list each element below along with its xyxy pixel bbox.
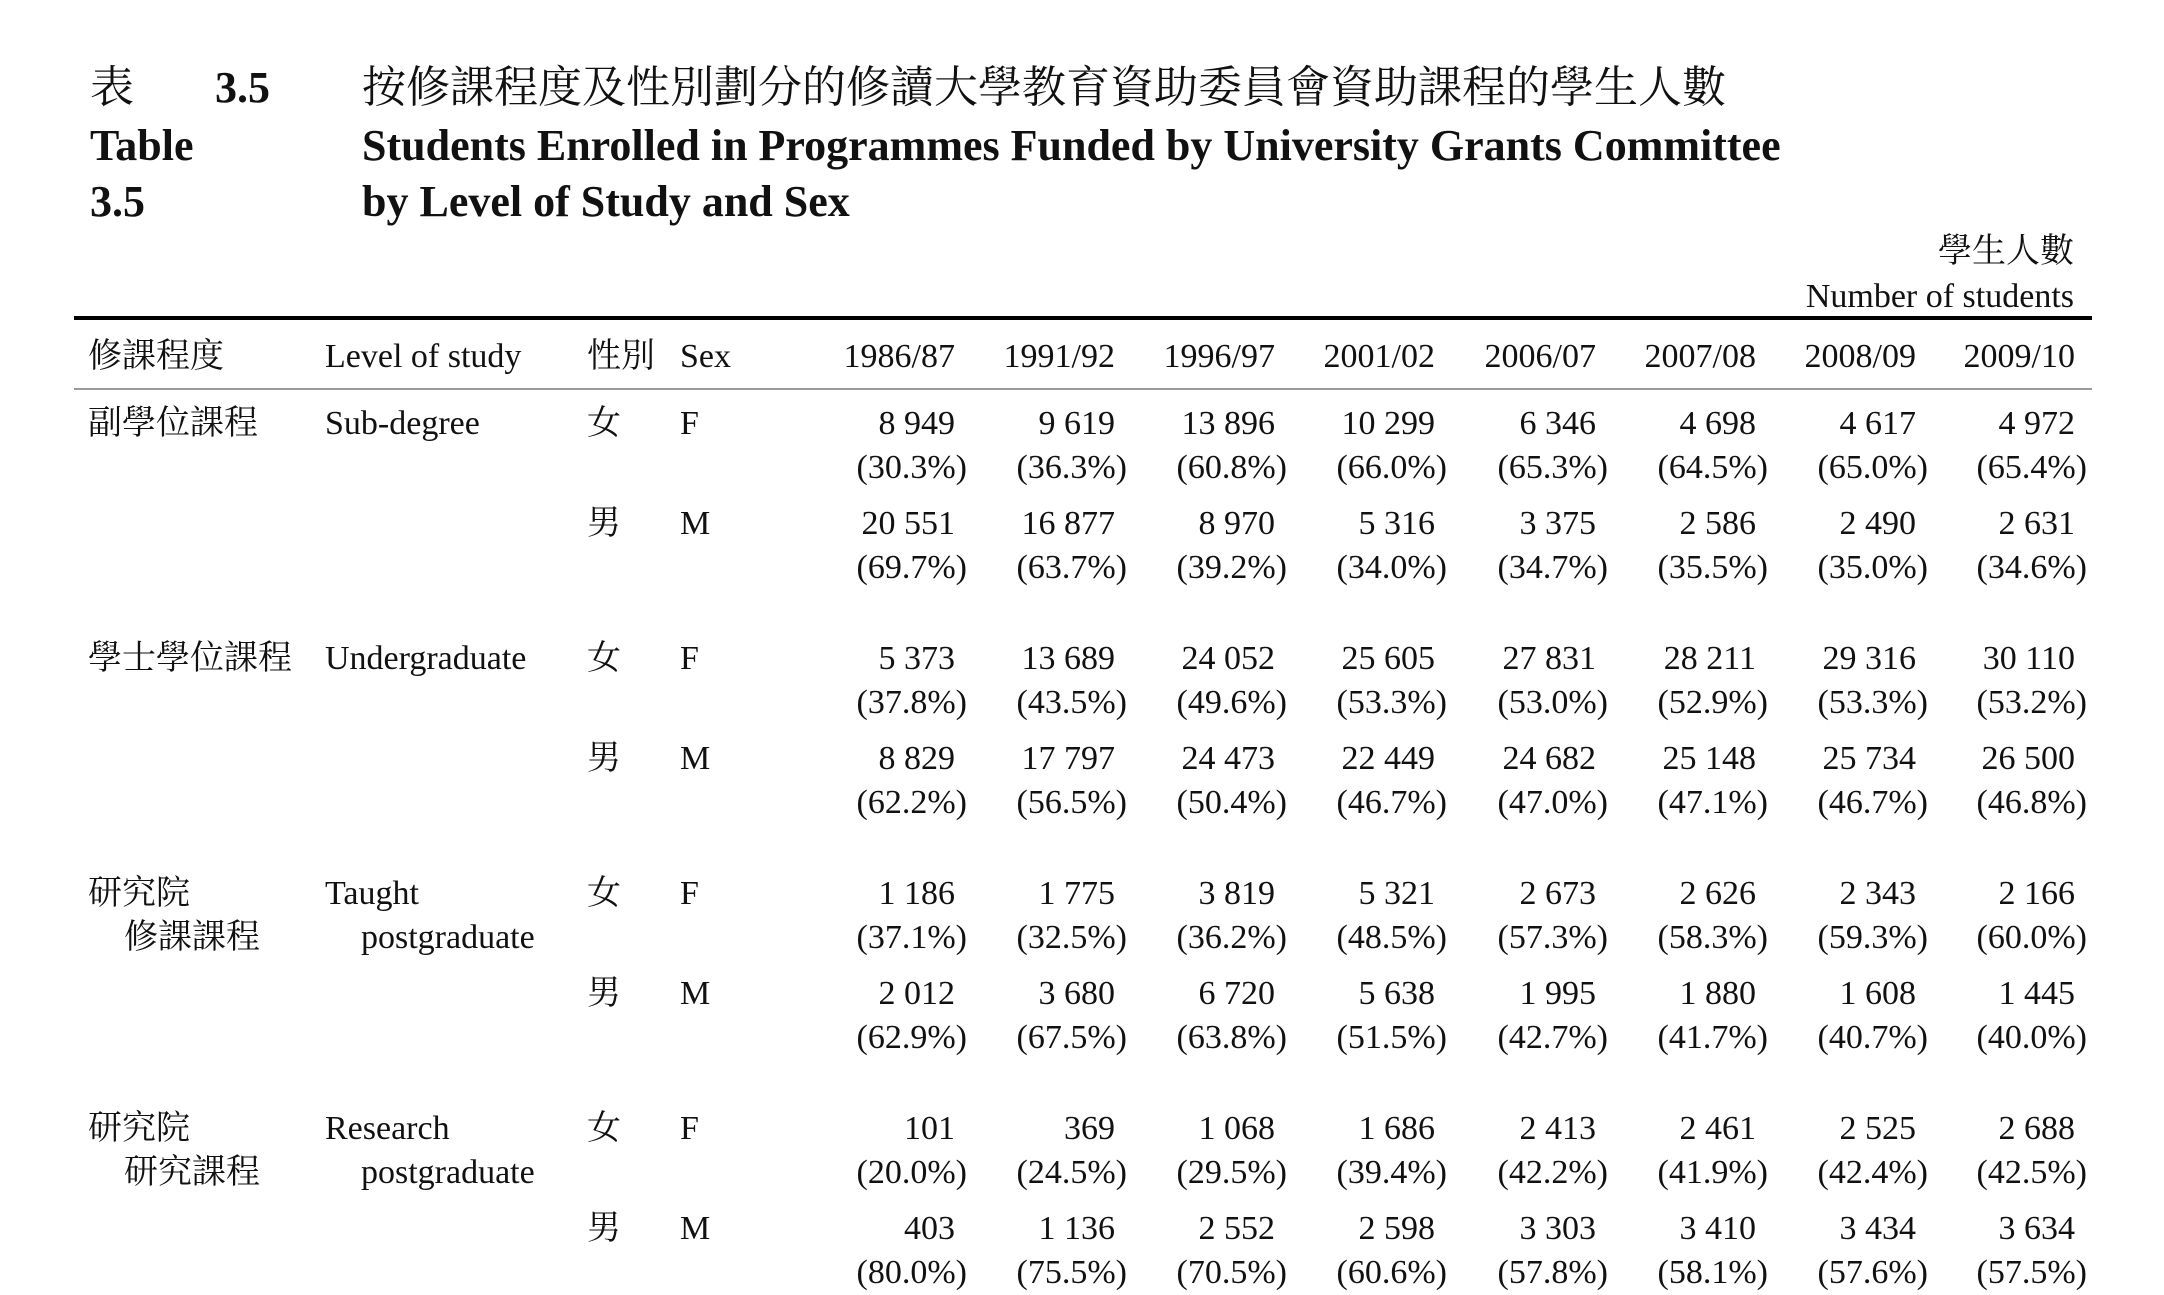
- percent-cell: (59.3%): [1817, 919, 1928, 956]
- level-label-zh: 副學位課程: [88, 405, 258, 442]
- percent-cell: (32.5%): [1016, 919, 1127, 956]
- student-count-cell: 3 375: [1519, 505, 1596, 542]
- title-text-zh: 按修課程度及性別劃分的修讀大學教育資助委員會資助課程的學生人數: [362, 63, 1726, 112]
- sex-label-en: M: [680, 740, 711, 777]
- level-label-zh: 研究院: [88, 1110, 190, 1147]
- percent-cell: (43.5%): [1016, 684, 1127, 721]
- percent-cell: (41.9%): [1657, 1154, 1768, 1191]
- student-count-cell: 4 698: [1679, 405, 1756, 442]
- student-count-cell: 13 689: [1021, 640, 1115, 677]
- percent-cell: (34.7%): [1497, 549, 1608, 586]
- table-top-rule: [74, 316, 2092, 320]
- level-label-en: postgraduate: [361, 1154, 535, 1191]
- percent-cell: (35.5%): [1657, 549, 1768, 586]
- title-text-en-line1: Students Enrolled in Programmes Funded by University Grants Committee: [362, 121, 1781, 170]
- student-count-cell: 1 608: [1839, 975, 1916, 1012]
- student-count-cell: 4 617: [1839, 405, 1916, 442]
- percent-cell: (66.0%): [1336, 449, 1447, 486]
- student-count-cell: 10 299: [1341, 405, 1435, 442]
- student-count-cell: 17 797: [1021, 740, 1115, 777]
- student-count-cell: 1 686: [1358, 1110, 1435, 1147]
- percent-cell: (42.2%): [1497, 1154, 1608, 1191]
- unit-label-zh: 學生人數: [1938, 233, 2074, 270]
- title-text-en-line2: by Level of Study and Sex: [362, 177, 850, 226]
- sex-label-zh: 男: [587, 505, 621, 542]
- level-label-zh: 研究院: [88, 875, 190, 912]
- percent-cell: (60.8%): [1176, 449, 1287, 486]
- percent-cell: (42.4%): [1817, 1154, 1928, 1191]
- student-count-cell: 3 303: [1519, 1210, 1596, 1247]
- student-count-cell: 2 012: [878, 975, 955, 1012]
- percent-cell: (24.5%): [1016, 1154, 1127, 1191]
- table-label-zh: 表: [90, 63, 134, 112]
- student-count-cell: 29 316: [1822, 640, 1916, 677]
- header-sex-zh: 性別: [587, 338, 655, 375]
- percent-cell: (37.8%): [856, 684, 967, 721]
- percent-cell: (62.9%): [856, 1019, 967, 1056]
- header-year: 2009/10: [1963, 338, 2075, 375]
- student-count-cell: 8 949: [878, 405, 955, 442]
- student-count-cell: 24 682: [1502, 740, 1596, 777]
- sex-label-en: F: [680, 875, 699, 912]
- table-label-en: Table 3.5: [90, 121, 194, 226]
- student-count-cell: 2 166: [1998, 875, 2075, 912]
- student-count-cell: 3 680: [1038, 975, 1115, 1012]
- table-number: 3.5: [215, 63, 270, 112]
- student-count-cell: 2 673: [1519, 875, 1596, 912]
- student-count-cell: 1 995: [1519, 975, 1596, 1012]
- sex-label-zh: 男: [587, 740, 621, 777]
- percent-cell: (37.1%): [856, 919, 967, 956]
- percent-cell: (57.3%): [1497, 919, 1608, 956]
- student-count-cell: 16 877: [1021, 505, 1115, 542]
- percent-cell: (34.6%): [1976, 549, 2087, 586]
- sex-label-zh: 男: [587, 975, 621, 1012]
- student-count-cell: 2 631: [1998, 505, 2075, 542]
- sex-label-en: M: [680, 975, 711, 1012]
- percent-cell: (58.3%): [1657, 919, 1768, 956]
- percent-cell: (80.0%): [856, 1254, 967, 1291]
- student-count-cell: 30 110: [1982, 640, 2075, 677]
- percent-cell: (30.3%): [856, 449, 967, 486]
- header-year: 2001/02: [1323, 338, 1435, 375]
- percent-cell: (69.7%): [856, 549, 967, 586]
- percent-cell: (40.7%): [1817, 1019, 1928, 1056]
- student-count-cell: 5 321: [1358, 875, 1435, 912]
- percent-cell: (57.5%): [1976, 1254, 2087, 1291]
- percent-cell: (53.3%): [1817, 684, 1928, 721]
- unit-label-en: Number of students: [1805, 278, 2074, 315]
- sex-label-zh: 男: [587, 1210, 621, 1247]
- student-count-cell: 101: [904, 1110, 955, 1147]
- percent-cell: (57.6%): [1817, 1254, 1928, 1291]
- sex-label-en: F: [680, 640, 699, 677]
- level-label-en: Taught: [325, 875, 419, 912]
- sex-label-zh: 女: [587, 1110, 621, 1147]
- header-sex-en: Sex: [680, 338, 731, 375]
- header-rule: [74, 388, 2092, 390]
- student-count-cell: 403: [904, 1210, 955, 1247]
- percent-cell: (42.5%): [1976, 1154, 2087, 1191]
- student-count-cell: 2 343: [1839, 875, 1916, 912]
- student-count-cell: 1 775: [1038, 875, 1115, 912]
- percent-cell: (57.8%): [1497, 1254, 1608, 1291]
- percent-cell: (64.5%): [1657, 449, 1768, 486]
- header-level-zh: 修課程度: [88, 338, 224, 375]
- percent-cell: (67.5%): [1016, 1019, 1127, 1056]
- percent-cell: (29.5%): [1176, 1154, 1287, 1191]
- sex-label-zh: 女: [587, 405, 621, 442]
- student-count-cell: 5 316: [1358, 505, 1435, 542]
- student-count-cell: 2 552: [1198, 1210, 1275, 1247]
- percent-cell: (39.4%): [1336, 1154, 1447, 1191]
- header-year: 1986/87: [843, 338, 955, 375]
- student-count-cell: 3 410: [1679, 1210, 1756, 1247]
- student-count-cell: 20 551: [861, 505, 955, 542]
- header-year: 2007/08: [1644, 338, 1756, 375]
- student-count-cell: 2 461: [1679, 1110, 1756, 1147]
- student-count-cell: 5 373: [878, 640, 955, 677]
- header-level-en: Level of study: [325, 338, 522, 375]
- student-count-cell: 24 473: [1181, 740, 1275, 777]
- percent-cell: (53.2%): [1976, 684, 2087, 721]
- student-count-cell: 26 500: [1981, 740, 2075, 777]
- student-count-cell: 25 148: [1662, 740, 1756, 777]
- student-count-cell: 2 586: [1679, 505, 1756, 542]
- header-year: 1996/97: [1163, 338, 1275, 375]
- percent-cell: (65.3%): [1497, 449, 1608, 486]
- student-count-cell: 2 490: [1839, 505, 1916, 542]
- student-count-cell: 6 720: [1198, 975, 1275, 1012]
- percent-cell: (49.6%): [1176, 684, 1287, 721]
- level-label-en: Sub-degree: [325, 405, 480, 442]
- percent-cell: (46.7%): [1336, 784, 1447, 821]
- student-count-cell: 27 831: [1502, 640, 1596, 677]
- student-count-cell: 369: [1064, 1110, 1115, 1147]
- percent-cell: (60.6%): [1336, 1254, 1447, 1291]
- percent-cell: (53.3%): [1336, 684, 1447, 721]
- percent-cell: (65.0%): [1817, 449, 1928, 486]
- percent-cell: (39.2%): [1176, 549, 1287, 586]
- student-count-cell: 8 970: [1198, 505, 1275, 542]
- student-count-cell: 2 688: [1998, 1110, 2075, 1147]
- level-label-en: Research: [325, 1110, 450, 1147]
- student-count-cell: 2 626: [1679, 875, 1756, 912]
- percent-cell: (56.5%): [1016, 784, 1127, 821]
- student-count-cell: 1 880: [1679, 975, 1756, 1012]
- percent-cell: (70.5%): [1176, 1254, 1287, 1291]
- student-count-cell: 2 525: [1839, 1110, 1916, 1147]
- student-count-cell: 1 186: [878, 875, 955, 912]
- percent-cell: (42.7%): [1497, 1019, 1608, 1056]
- student-count-cell: 8 829: [878, 740, 955, 777]
- percent-cell: (53.0%): [1497, 684, 1608, 721]
- student-count-cell: 5 638: [1358, 975, 1435, 1012]
- percent-cell: (20.0%): [856, 1154, 967, 1191]
- student-count-cell: 3 634: [1998, 1210, 2075, 1247]
- percent-cell: (50.4%): [1176, 784, 1287, 821]
- header-year: 2008/09: [1804, 338, 1916, 375]
- sex-label-en: F: [680, 405, 699, 442]
- percent-cell: (51.5%): [1336, 1019, 1447, 1056]
- student-count-cell: 3 434: [1839, 1210, 1916, 1247]
- percent-cell: (47.1%): [1657, 784, 1768, 821]
- header-year: 2006/07: [1484, 338, 1596, 375]
- percent-cell: (52.9%): [1657, 684, 1768, 721]
- student-count-cell: 24 052: [1181, 640, 1275, 677]
- percent-cell: (47.0%): [1497, 784, 1608, 821]
- student-count-cell: 1 136: [1038, 1210, 1115, 1247]
- percent-cell: (58.1%): [1657, 1254, 1768, 1291]
- level-label-zh: 修課課程: [124, 919, 260, 956]
- percent-cell: (34.0%): [1336, 549, 1447, 586]
- student-count-cell: 6 346: [1519, 405, 1596, 442]
- sex-label-zh: 女: [587, 640, 621, 677]
- student-count-cell: 2 598: [1358, 1210, 1435, 1247]
- percent-cell: (46.7%): [1817, 784, 1928, 821]
- header-year: 1991/92: [1003, 338, 1115, 375]
- percent-cell: (36.2%): [1176, 919, 1287, 956]
- percent-cell: (46.8%): [1976, 784, 2087, 821]
- percent-cell: (75.5%): [1016, 1254, 1127, 1291]
- student-count-cell: 25 734: [1822, 740, 1916, 777]
- sex-label-zh: 女: [587, 875, 621, 912]
- student-count-cell: 1 445: [1998, 975, 2075, 1012]
- percent-cell: (35.0%): [1817, 549, 1928, 586]
- percent-cell: (41.7%): [1657, 1019, 1768, 1056]
- student-count-cell: 25 605: [1341, 640, 1435, 677]
- level-label-en: postgraduate: [361, 919, 535, 956]
- sex-label-en: M: [680, 505, 711, 542]
- student-count-cell: 1 068: [1198, 1110, 1275, 1147]
- percent-cell: (63.7%): [1016, 549, 1127, 586]
- percent-cell: (63.8%): [1176, 1019, 1287, 1056]
- percent-cell: (65.4%): [1976, 449, 2087, 486]
- percent-cell: (48.5%): [1336, 919, 1447, 956]
- percent-cell: (62.2%): [856, 784, 967, 821]
- level-label-en: Undergraduate: [325, 640, 527, 677]
- student-count-cell: 4 972: [1998, 405, 2075, 442]
- student-count-cell: 3 819: [1198, 875, 1275, 912]
- student-count-cell: 13 896: [1181, 405, 1275, 442]
- sex-label-en: M: [680, 1210, 711, 1247]
- percent-cell: (36.3%): [1016, 449, 1127, 486]
- student-count-cell: 2 413: [1519, 1110, 1596, 1147]
- percent-cell: (60.0%): [1976, 919, 2087, 956]
- student-count-cell: 9 619: [1038, 405, 1115, 442]
- level-label-zh: 研究課程: [124, 1154, 260, 1191]
- sex-label-en: F: [680, 1110, 699, 1147]
- level-label-zh: 學士學位課程: [88, 640, 292, 677]
- student-count-cell: 22 449: [1341, 740, 1435, 777]
- percent-cell: (40.0%): [1976, 1019, 2087, 1056]
- student-count-cell: 28 211: [1663, 640, 1756, 677]
